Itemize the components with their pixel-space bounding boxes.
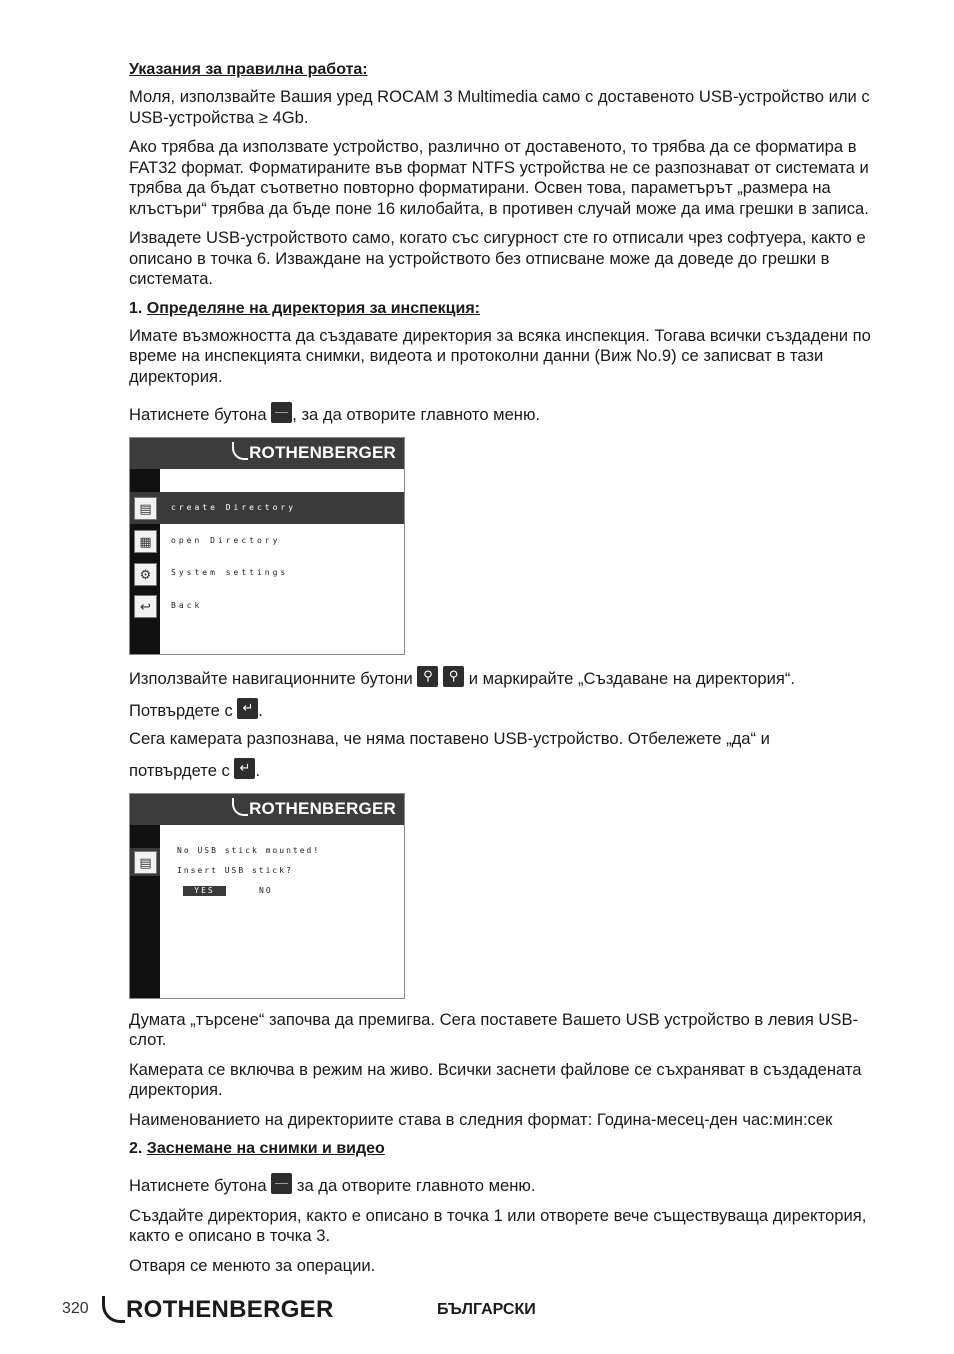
page-number: 320: [62, 1300, 89, 1317]
no-button[interactable]: NO: [259, 885, 273, 895]
footer-brand-logo: ROTHENBERGER: [102, 1296, 334, 1324]
enter-button-icon: [234, 758, 255, 779]
section2-press-menu: Натиснете бутона за да отворите главното меню.: [129, 1173, 891, 1197]
settings-icon: ⚙: [134, 563, 157, 586]
back-icon: ↩: [134, 595, 157, 618]
section1-naming-text: Наименованието на директориите става в следния формат: Година-месец-ден час:мин:сек: [129, 1109, 833, 1129]
screen-brand-logo: ROTHENBERGER: [232, 798, 396, 820]
section1-blink-text: Думата „търсене“ започва да премигва. Сега поставете Вашето USB устройство в левия USB-слот.: [129, 1009, 859, 1049]
dialog-line-1: No USB stick mounted!: [177, 845, 321, 855]
section2-title: Заснемане на снимки и видео: [146, 1140, 385, 1157]
footer-language: БЪЛГАРСКИ: [437, 1301, 536, 1318]
logo-hook-icon: [232, 442, 248, 460]
section2-paragraph-1: Създайте директория, както е описано в точка 1 или отворете вече съществуваща директория, както е описано в точка 3.: [129, 1205, 867, 1245]
menu-button-icon: [271, 1173, 292, 1194]
intro-paragraph-1: Моля, използвайте Вашия уред ROCAM 3 Multimedia само с доставеното USB-устройство или с USB-устройства ≥ 4Gb.: [129, 87, 870, 127]
folders-icon: ▦: [134, 530, 157, 553]
screen-main-menu: [129, 437, 405, 655]
dialog-line-2: Insert USB stick?: [177, 865, 293, 875]
menu-button-icon: [271, 402, 292, 423]
logo-hook-icon: [102, 1296, 125, 1323]
section1-title: Определяне на директория за инспекция:: [146, 299, 480, 317]
menu-item-system-settings[interactable]: System settings: [171, 567, 289, 577]
section1-press-menu: Натиснете бутона , за да отворите главното меню.: [129, 402, 891, 426]
folder-icon: ▤: [134, 497, 157, 520]
yes-button[interactable]: YES: [183, 886, 226, 896]
menu-item-create-directory[interactable]: create Directory: [130, 492, 404, 524]
nav-up-button-icon: [417, 666, 438, 687]
section2-number: 2.: [129, 1140, 143, 1157]
document-page: [129, 60, 891, 1276]
logo-hook-icon: [232, 798, 248, 816]
menu-item-back[interactable]: Back: [171, 600, 203, 610]
section2-paragraph-2: Отваря се менюто за операции.: [129, 1255, 376, 1275]
section1-confirm-1: Потвърдете с ↵ .: [129, 698, 891, 722]
screen-brand-logo: ROTHENBERGER: [232, 442, 396, 464]
screen-header: [130, 438, 404, 469]
section1-live-text: Камерата се включва в режим на живо. Всички заснети файлове се съхраняват в създадената директория.: [129, 1059, 862, 1099]
section1-usb-detect: Сега камерата разпознава, че няма поставено USB-устройство. Отбележете „да“ и: [129, 728, 770, 748]
screen-usb-dialog: [129, 793, 405, 999]
nav-down-button-icon: [443, 666, 464, 687]
menu-item-open-directory[interactable]: open Directory: [171, 535, 281, 545]
screen-header: [130, 794, 404, 825]
section1-confirm-2: потвърдете с ↵ .: [129, 758, 891, 782]
section1-nav-instruction: Използвайте навигационните бутони ⚲ ⚲ и маркирайте „Създаване на директория“.: [129, 666, 891, 690]
intro-paragraph-2: Ако трябва да използвате устройство, различно от доставеното, то трябва да се форматира в FAT32 формат. Форматираните във формат NTFS устройства не се разпознават от системата и трябва да бъдат съответно повторно форматирани. Освен това, параметърът „размера на клъстъри“ трябва да бъде поне 16 килобайта, в противен случай може да има грешки в записа.: [129, 137, 869, 218]
section1-paragraph-1: Имате възможността да създавате директория за всяка инспекция. Тогава всички създадени по време на инспекцията снимки, видеота и протоколни данни (Виж No.9) се записват в тази директория.: [129, 325, 871, 386]
section1-number: 1.: [129, 299, 143, 317]
intro-heading: Указания за правилна работа:: [129, 61, 368, 78]
enter-button-icon: [237, 698, 258, 719]
section2-heading: [129, 1139, 891, 1159]
page-footer: [62, 1296, 762, 1336]
intro-paragraph-3: Извадете USB-устройството само, когато със сигурност сте го отписали чрез софтуера, както е описано в точка 6. Изваждане на устройството без отписване може да доведе до грешки в системата.: [129, 228, 866, 288]
section1-heading: [129, 299, 891, 319]
folder-icon: ▤: [134, 851, 157, 874]
